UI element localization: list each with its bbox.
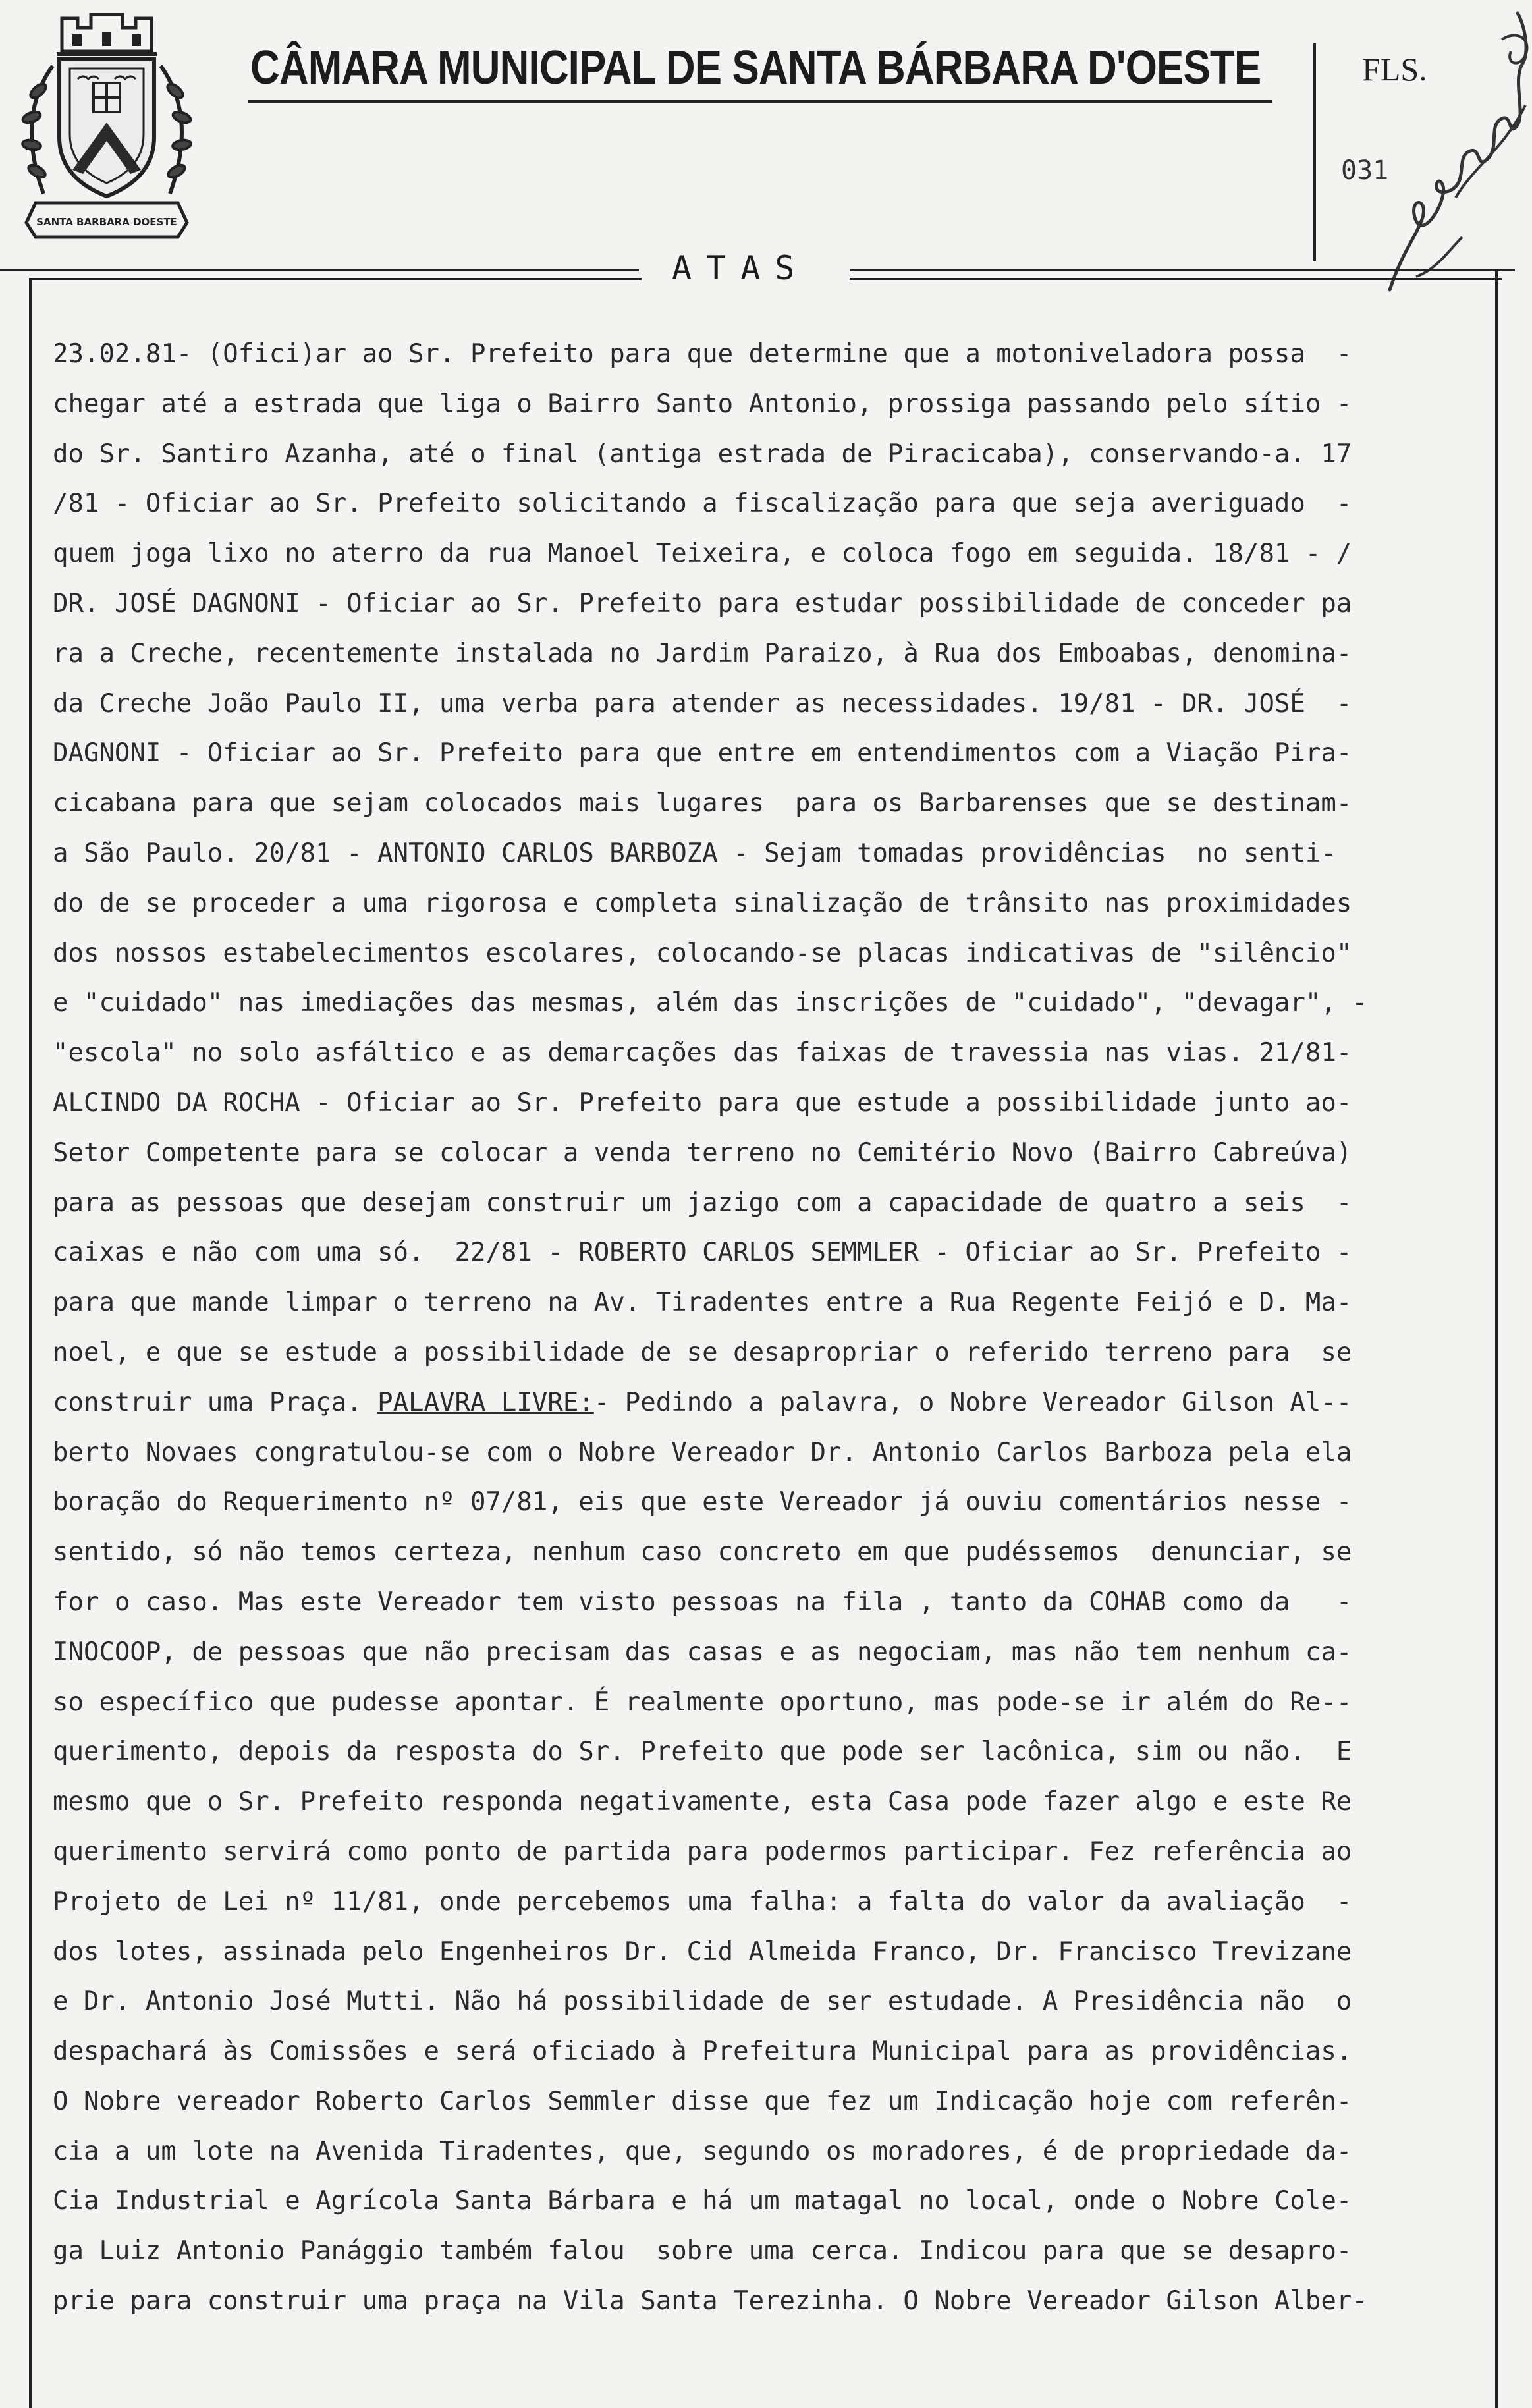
frame-right-border: [1495, 269, 1498, 2408]
minutes-line: ga Luiz Antonio Panággio também falou sobre uma cerca. Indicou para que se desapro-: [53, 2236, 1352, 2266]
frame-inner-rule: [850, 278, 1502, 280]
minutes-line: da Creche João Paulo II, uma verba para atender as necessidades. 19/81 - DR. JOSÉ -: [53, 688, 1352, 719]
minutes-line: para as pessoas que desejam construir um jazigo com a capacidade de quatro a seis -: [53, 1188, 1352, 1218]
minutes-line: querimento, depois da resposta do Sr. Prefeito que pode ser lacônica, sim ou não. E: [53, 1737, 1352, 1767]
handwritten-signature: [1377, 0, 1532, 310]
frame-inner-rule: [29, 278, 642, 280]
header-underline: [248, 100, 1272, 103]
minutes-line: 23.02.81- (Ofici)ar ao Sr. Prefeito para que determine que a motoniveladora possa -: [53, 339, 1352, 369]
minutes-line: a São Paulo. 20/81 - ANTONIO CARLOS BARBOZA - Sejam tomadas providências no senti-: [53, 838, 1336, 868]
minutes-line: querimento servirá como ponto de partida para podermos participar. Fez referência ao: [53, 1836, 1352, 1867]
minutes-line: Cia Industrial e Agrícola Santa Bárbara e há um matagal no local, onde o Nobre Cole-: [53, 2186, 1352, 2216]
minutes-line: noel, e que se estude a possibilidade de se desapropriar o referido terreno para se: [53, 1337, 1352, 1367]
minutes-line: INOCOOP, de pessoas que não precisam das casas e as negociam, mas não tem nenhum ca-: [53, 1637, 1352, 1667]
coat-of-arms-emblem: [9, 5, 204, 244]
minutes-line: chegar até a estrada que liga o Bairro Santo Antonio, prossiga passando pelo sítio -: [53, 389, 1352, 419]
section-title: ATAS: [672, 249, 809, 287]
minutes-line: dos lotes, assinada pelo Engenheiros Dr. Cid Almeida Franco, Dr. Francisco Trevizane: [53, 1936, 1352, 1967]
minutes-line: mesmo que o Sr. Prefeito responda negativamente, esta Casa pode fazer algo e este Re: [53, 1787, 1352, 1817]
crest-motto: SANTA BARBARA DOESTE: [36, 216, 177, 228]
sheet-number-divider: [1313, 43, 1316, 261]
minutes-line: DAGNONI - Oficiar ao Sr. Prefeito para que entre em entendimentos com a Viação Pira-: [53, 738, 1352, 769]
minutes-line: boração do Requerimento nº 07/81, eis que este Vereador já ouviu comentários nesse -: [53, 1487, 1352, 1518]
minutes-line: sentido, só não temos certeza, nenhum caso concreto em que pudéssemos denunciar, se: [53, 1537, 1352, 1568]
minutes-line: O Nobre vereador Roberto Carlos Semmler disse que fez um Indicação hoje com referên-: [53, 2086, 1352, 2116]
minutes-line: Setor Competente para se colocar a venda terreno no Cemitério Novo (Bairro Cabreúva): [53, 1137, 1352, 1168]
minutes-line: do Sr. Santiro Azanha, até o final (antiga estrada de Piracicaba), conservando-a. 17: [53, 439, 1352, 469]
minutes-line: e Dr. Antonio José Mutti. Não há possibilidade de ser estudade. A Presidência não o: [53, 1986, 1352, 2017]
minutes-line: ra a Creche, recentemente instalada no Jardim Paraizo, à Rua dos Emboabas, denomina-: [53, 638, 1352, 669]
minutes-body: [53, 329, 1475, 2326]
minutes-line: quem joga lixo no aterro da rua Manoel Teixeira, e coloca fogo em seguida. 18/81 - /: [53, 539, 1352, 569]
council-name: CÂMARA MUNICIPAL DE SANTA BÁRBARA D'OESTE: [250, 41, 1261, 94]
minutes-line: /81 - Oficiar ao Sr. Prefeito solicitando a fiscalização para que seja averiguado -: [53, 489, 1352, 519]
frame-top-rule: [850, 269, 1515, 271]
minutes-line: do de se proceder a uma rigorosa e completa sinalização de trânsito nas proximidades: [53, 888, 1352, 918]
minutes-line: despachará às Comissões e será oficiado à Prefeitura Municipal para as providências.: [53, 2037, 1352, 2067]
minutes-line: caixas e não com uma só. 22/81 - ROBERTO CARLOS SEMMLER - Oficiar ao Sr. Prefeito -: [53, 1238, 1352, 1268]
sheet-number: 031: [1341, 155, 1389, 186]
minutes-line: dos nossos estabelecimentos escolares, colocando-se placas indicativas de "silêncio": [53, 938, 1352, 968]
frame-top-rule: [0, 269, 639, 271]
minutes-line: cia a um lote na Avenida Tiradentes, que, segundo os moradores, é de propriedade da-: [53, 2136, 1352, 2166]
minutes-line: for o caso. Mas este Vereador tem visto pessoas na fila , tanto da COHAB como da -: [53, 1587, 1352, 1617]
sheet-label: FLS.: [1362, 51, 1427, 88]
minutes-line: prie para construir uma praça na Vila Santa Terezinha. O Nobre Vereador Gilson Alber-: [53, 2286, 1367, 2316]
minutes-line: Projeto de Lei nº 11/81, onde percebemos uma falha: a falta do valor da avaliação -: [53, 1886, 1352, 1917]
minutes-line: e "cuidado" nas imediações das mesmas, além das inscrições de "cuidado", "devagar", -: [53, 988, 1367, 1018]
minutes-line: construir uma Praça. PALAVRA LIVRE:- Pedindo a palavra, o Nobre Vereador Gilson Al--: [53, 1387, 1352, 1417]
minutes-line: berto Novaes congratulou-se com o Nobre Vereador Dr. Antonio Carlos Barboza pela ela: [53, 1437, 1352, 1467]
minutes-line: "escola" no solo asfáltico e as demarcações das faixas de travessia nas vias. 21/81-: [53, 1038, 1352, 1068]
frame-left-border: [29, 278, 32, 2408]
minutes-line: ALCINDO DA ROCHA - Oficiar ao Sr. Prefeito para que estude a possibilidade junto ao-: [53, 1087, 1352, 1118]
minutes-line: cicabana para que sejam colocados mais lugares para os Barbarenses que se destinam-: [53, 788, 1352, 819]
minutes-line: so específico que pudesse apontar. É realmente oportuno, mas pode-se ir além do Re--: [53, 1687, 1352, 1717]
minutes-line: DR. JOSÉ DAGNONI - Oficiar ao Sr. Prefeito para estudar possibilidade de conceder pa: [53, 588, 1352, 618]
minutes-line: para que mande limpar o terreno na Av. Tiradentes entre a Rua Regente Feijó e D. Ma-: [53, 1288, 1352, 1318]
